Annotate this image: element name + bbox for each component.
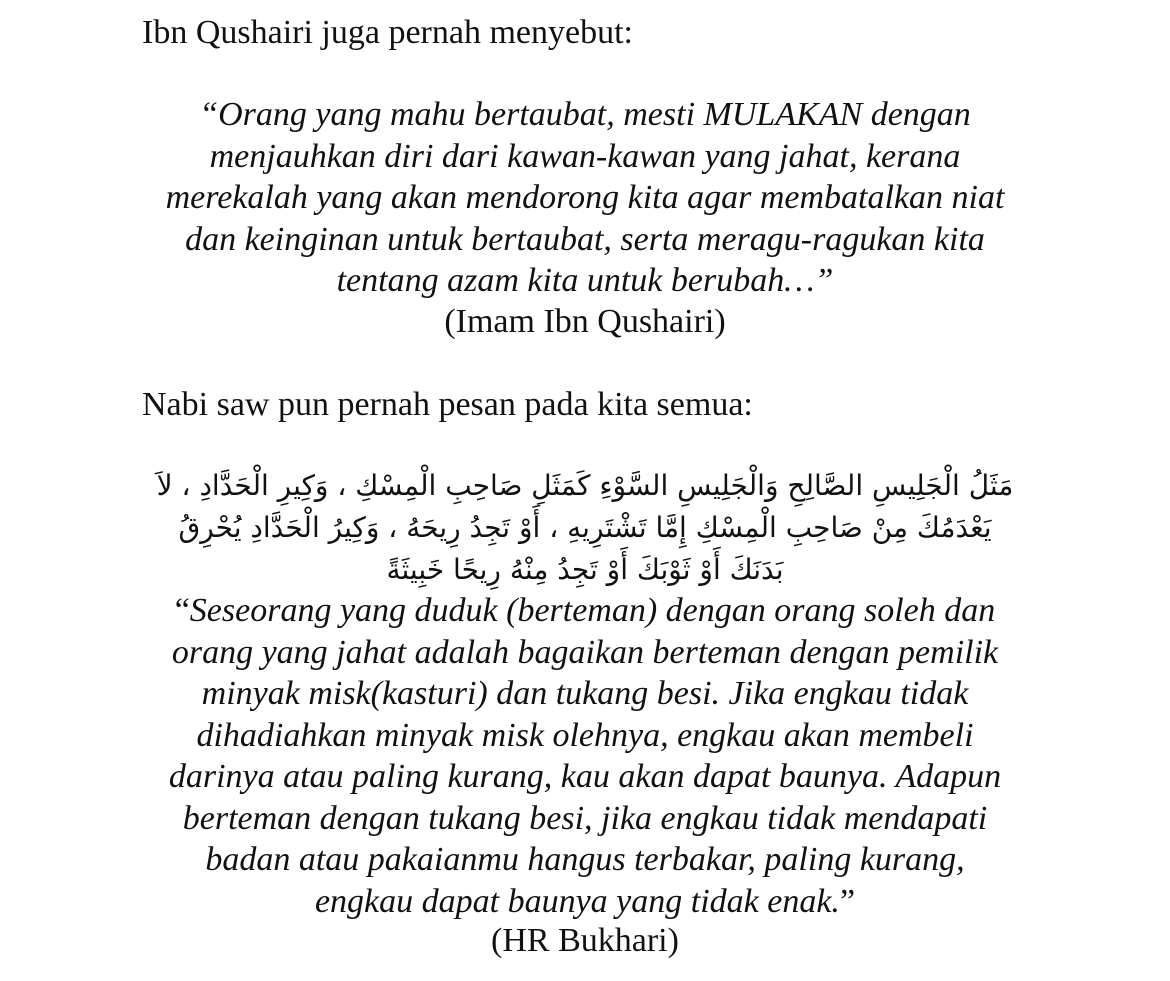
translation-line-text: Seseorang yang duduk (berteman) dengan orang soleh dan <box>189 592 996 629</box>
translation-line-text: engkau dapat baunya yang tidak enak. <box>314 882 840 920</box>
quote-line: menjauhkan diri dari kawan-kawan yang jahat, kerana <box>209 137 961 175</box>
translation-line: dihadiahkan minyak misk olehnya, engkau akan membeli <box>196 716 974 754</box>
intro-text-2: Nabi saw pun pernah pesan pada kita semua: <box>142 386 753 423</box>
hadith-attribution: (HR Bukhari) <box>491 922 679 959</box>
translation-line <box>130 590 1040 632</box>
hadith-translation <box>130 590 1040 922</box>
quote-attribution-ibn-qushairi: (Imam Ibn Qushairi) <box>444 303 726 340</box>
translation-line: minyak misk(kasturi) dan tukang besi. Jika engkau tidak <box>201 675 969 712</box>
arabic-line: مَثَلُ الْجَلِيسِ الصَّالِحِ وَالْجَلِيسِ السَّوْءِ كَمَثَلِ صَاحِبِ الْمِسْكِ ، وَكِيرِ الْحَدَّادِ ، لاَ <box>156 469 1014 502</box>
quote-ibn-qushairi <box>130 94 1040 302</box>
translation-line: darinya atau paling kurang, kau akan dapat baunya. Adapun <box>168 758 1002 795</box>
close-quote-mark: ” <box>839 882 856 920</box>
translation-line: berteman dengan tukang besi, jika engkau tidak mendapati <box>182 799 988 837</box>
translation-line: orang yang jahat adalah bagaikan berteman dengan pemilik <box>171 633 999 671</box>
quote-line: dan keinginan untuk bertaubat, serta meragu-ragukan kita <box>185 220 985 258</box>
hadith-arabic-text <box>130 465 1040 591</box>
intro-text-1: Ibn Qushairi juga pernah menyebut: <box>142 14 633 51</box>
translation-line: badan atau pakaianmu hangus terbakar, paling kurang, <box>205 841 965 878</box>
quote-line: merekalah yang akan mendorong kita agar membatalkan niat <box>165 179 1005 216</box>
arabic-line: بَدَنَكَ أَوْ ثَوْبَكَ أَوْ تَجِدُ مِنْهُ رِيحًا خَبِيثَةً <box>386 553 784 586</box>
arabic-line: يَعْدَمُكَ مِنْ صَاحِبِ الْمِسْكِ إِمَّا تَشْتَرِيهِ ، أَوْ تَجِدُ رِيحَهُ ، وَكِيرُ الْحَدَّادِ يُحْرِقُ <box>178 511 992 544</box>
open-quote-mark: “ <box>174 592 190 629</box>
quote-line: “Orang yang mahu bertaubat, mesti MULAKAN dengan <box>199 96 971 133</box>
quote-line: tentang azam kita untuk berubah…” <box>336 262 834 299</box>
translation-line <box>130 881 1040 923</box>
